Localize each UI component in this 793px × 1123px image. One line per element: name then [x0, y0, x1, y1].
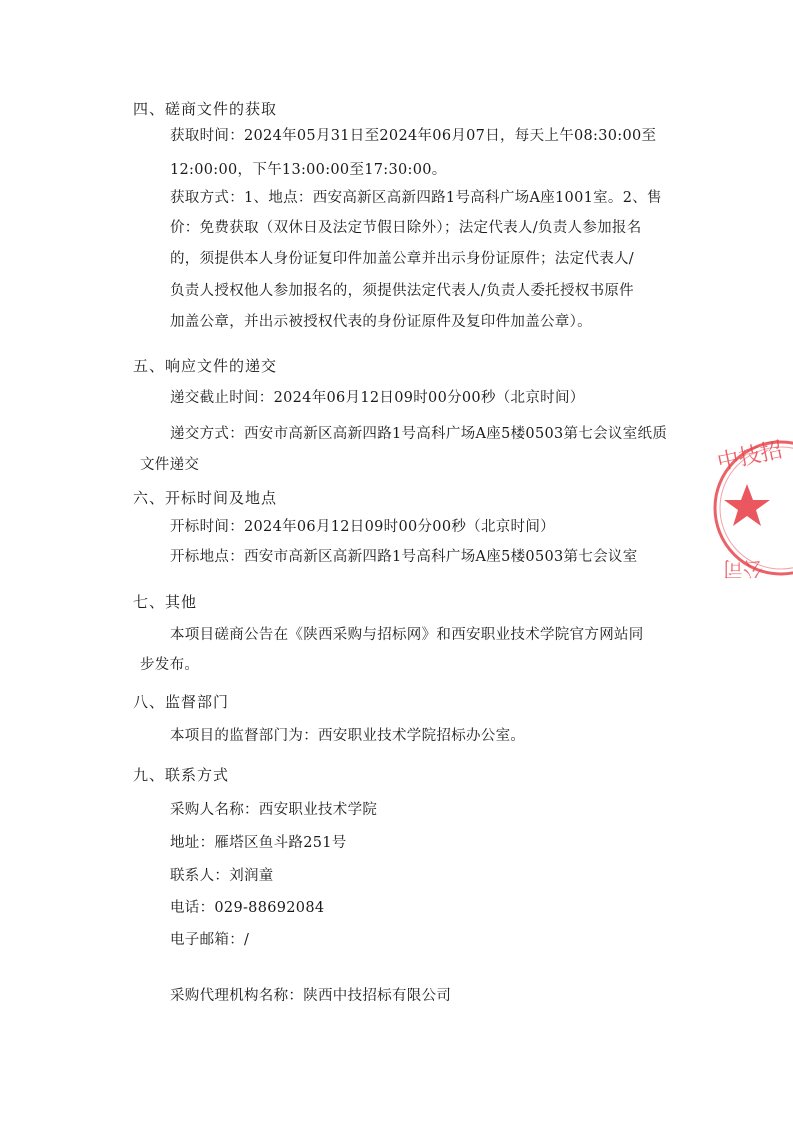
section-8-line-1: 本项目的监督部门为：西安职业技术学院招标办公室。	[170, 728, 526, 744]
section-5-line-2: 递交方式：西安市高新区高新四路1号高科广场A座5楼0503第七会议室纸质	[170, 426, 668, 442]
section-5-line-1: 递交截止时间：2024年06月12日09时00分00秒（北京时间）	[170, 390, 585, 406]
official-seal	[705, 430, 793, 590]
seal-text-top: 中技招	[715, 437, 785, 476]
section-4-line-2: 12:00:00，下午13:00:00至17:30:00。	[170, 162, 447, 178]
section-4-line-7: 加盖公章，并出示被授权代表的身份证原件及复印件加盖公章）。	[170, 314, 592, 330]
purchaser-name: 采购人名称：西安职业技术学院	[170, 802, 378, 818]
section-5-line-3: 文件递交	[140, 457, 200, 473]
star-seal-icon	[705, 430, 793, 590]
section-4-line-6: 负责人授权他人参加报名的，须提供法定代表人/负责人委托授权书原件	[170, 283, 634, 299]
section-8-heading: 八、监督部门	[133, 693, 230, 711]
section-4-line-4: 价：免费获取（双休日及法定节假日除外）；法定代表人/负责人参加报名	[170, 220, 642, 236]
agency-name: 采购代理机构名称：陕西中技招标有限公司	[170, 988, 452, 1004]
section-5-heading: 五、响应文件的递交	[133, 357, 278, 375]
section-6-line-1: 开标时间：2024年06月12日09时00分00秒（北京时间）	[170, 519, 555, 535]
section-4-line-1: 获取时间：2024年05月31日至2024年06月07日，每天上午08:30:00至	[170, 128, 657, 144]
contact-email: 电子邮箱：/	[170, 932, 250, 948]
purchaser-address: 地址：雁塔区鱼斗路251号	[170, 835, 347, 851]
section-6-line-2: 开标地点：西安市高新区高新四路1号高科广场A座5楼0503第七会议室	[170, 549, 638, 565]
section-9-heading: 九、联系方式	[133, 766, 230, 784]
contact-phone: 电话：029-88692084	[170, 900, 325, 916]
contact-person: 联系人：刘润童	[170, 868, 274, 884]
seal-text-bottom: 公司	[723, 557, 763, 581]
section-4-line-5: 的，须提供本人身份证复印件加盖公章并出示身份证原件；法定代表人/	[170, 251, 634, 267]
section-4-line-3: 获取方式：1、地点：西安高新区高新四路1号高科广场A座1001室。2、售	[170, 190, 662, 206]
section-4-heading: 四、磋商文件的获取	[133, 100, 278, 118]
section-7-line-1: 本项目磋商公告在《陕西采购与招标网》和西安职业技术学院官方网站同	[170, 627, 644, 643]
section-6-heading: 六、开标时间及地点	[133, 489, 278, 507]
section-7-heading: 七、其他	[133, 593, 198, 611]
section-7-line-2: 步发布。	[140, 657, 200, 673]
